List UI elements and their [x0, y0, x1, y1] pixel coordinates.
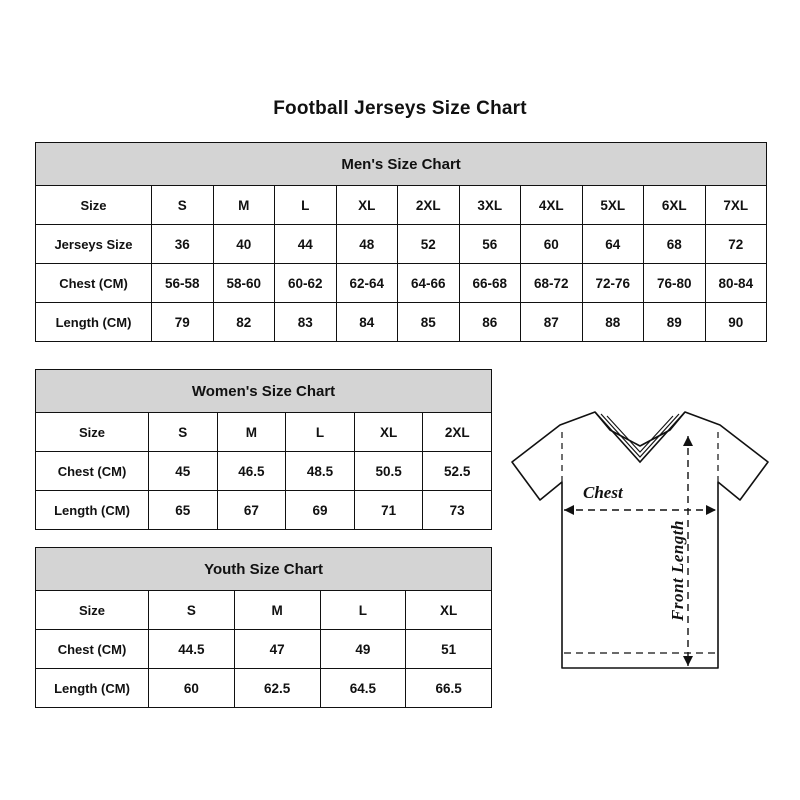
- table-row: [36, 186, 767, 225]
- table-row: [36, 630, 492, 669]
- mens-size-chart-table: [35, 142, 767, 342]
- tshirt-outline-icon: [500, 400, 780, 700]
- table-cell: 45: [149, 452, 218, 491]
- table-cell: 67: [217, 491, 286, 530]
- table-row: [36, 413, 492, 452]
- table-cell: 60: [149, 669, 235, 708]
- table-cell: M: [234, 591, 320, 630]
- table-cell: 4XL: [521, 186, 583, 225]
- table-cell: S: [152, 186, 214, 225]
- row-label: Chest (CM): [36, 630, 149, 669]
- chest-dimension-label: Chest: [583, 483, 623, 502]
- table-cell: 62-64: [336, 264, 398, 303]
- table-cell: 68: [644, 225, 706, 264]
- table-cell: 52.5: [423, 452, 492, 491]
- row-label: Size: [36, 413, 149, 452]
- table-cell: L: [286, 413, 355, 452]
- table-cell: 3XL: [459, 186, 521, 225]
- table-cell: 48.5: [286, 452, 355, 491]
- table-cell: 90: [705, 303, 767, 342]
- table-cell: 2XL: [423, 413, 492, 452]
- table-cell: 44.5: [149, 630, 235, 669]
- table-cell: 72: [705, 225, 767, 264]
- row-label: Jerseys Size: [36, 225, 152, 264]
- table-cell: 47: [234, 630, 320, 669]
- table-cell: S: [149, 413, 218, 452]
- table-row: [36, 491, 492, 530]
- table-cell: 76-80: [644, 264, 706, 303]
- table-cell: 58-60: [213, 264, 275, 303]
- table-cell: 51: [406, 630, 492, 669]
- table-row: [36, 452, 492, 491]
- table-cell: M: [213, 186, 275, 225]
- table-cell: 69: [286, 491, 355, 530]
- table-cell: S: [149, 591, 235, 630]
- table-cell: M: [217, 413, 286, 452]
- mens-table-caption: Men's Size Chart: [36, 143, 767, 186]
- table-cell: 56: [459, 225, 521, 264]
- row-label: Length (CM): [36, 303, 152, 342]
- front-length-dimension-label: Front Length: [668, 520, 687, 621]
- table-cell: 46.5: [217, 452, 286, 491]
- table-cell: 86: [459, 303, 521, 342]
- womens-table-caption: Women's Size Chart: [36, 370, 492, 413]
- table-cell: 88: [582, 303, 644, 342]
- table-cell: 7XL: [705, 186, 767, 225]
- table-cell: 89: [644, 303, 706, 342]
- table-caption-row: [36, 548, 492, 591]
- table-cell: 65: [149, 491, 218, 530]
- table-cell: 80-84: [705, 264, 767, 303]
- row-label: Size: [36, 591, 149, 630]
- table-caption-row: [36, 143, 767, 186]
- table-row: [36, 303, 767, 342]
- table-cell: 85: [398, 303, 460, 342]
- table-cell: 2XL: [398, 186, 460, 225]
- table-cell: 71: [354, 491, 423, 530]
- row-label: Chest (CM): [36, 264, 152, 303]
- page-title: Football Jerseys Size Chart: [273, 98, 527, 119]
- table-cell: XL: [336, 186, 398, 225]
- table-cell: 60: [521, 225, 583, 264]
- row-label: Size: [36, 186, 152, 225]
- table-cell: 60-62: [275, 264, 337, 303]
- table-cell: 36: [152, 225, 214, 264]
- youth-size-chart-table: [35, 547, 492, 708]
- table-row: [36, 591, 492, 630]
- table-cell: 64-66: [398, 264, 460, 303]
- table-cell: 64: [582, 225, 644, 264]
- table-cell: 82: [213, 303, 275, 342]
- table-row: [36, 669, 492, 708]
- table-cell: 5XL: [582, 186, 644, 225]
- table-cell: L: [275, 186, 337, 225]
- table-row: [36, 264, 767, 303]
- table-caption-row: [36, 370, 492, 413]
- table-cell: 6XL: [644, 186, 706, 225]
- row-label: Length (CM): [36, 491, 149, 530]
- table-cell: 44: [275, 225, 337, 264]
- table-cell: 73: [423, 491, 492, 530]
- table-cell: 62.5: [234, 669, 320, 708]
- table-cell: 84: [336, 303, 398, 342]
- table-cell: 49: [320, 630, 406, 669]
- table-cell: L: [320, 591, 406, 630]
- table-cell: 87: [521, 303, 583, 342]
- table-cell: 79: [152, 303, 214, 342]
- table-cell: 48: [336, 225, 398, 264]
- row-label: Chest (CM): [36, 452, 149, 491]
- table-cell: 83: [275, 303, 337, 342]
- shirt-measurement-diagram: [500, 400, 780, 700]
- row-label: Length (CM): [36, 669, 149, 708]
- table-cell: 56-58: [152, 264, 214, 303]
- table-cell: 68-72: [521, 264, 583, 303]
- table-cell: 66.5: [406, 669, 492, 708]
- table-cell: 52: [398, 225, 460, 264]
- table-cell: 66-68: [459, 264, 521, 303]
- table-row: [36, 225, 767, 264]
- youth-table-caption: Youth Size Chart: [36, 548, 492, 591]
- table-cell: 50.5: [354, 452, 423, 491]
- table-cell: 72-76: [582, 264, 644, 303]
- table-cell: 40: [213, 225, 275, 264]
- table-cell: 64.5: [320, 669, 406, 708]
- table-cell: XL: [406, 591, 492, 630]
- womens-size-chart-table: [35, 369, 492, 530]
- table-cell: XL: [354, 413, 423, 452]
